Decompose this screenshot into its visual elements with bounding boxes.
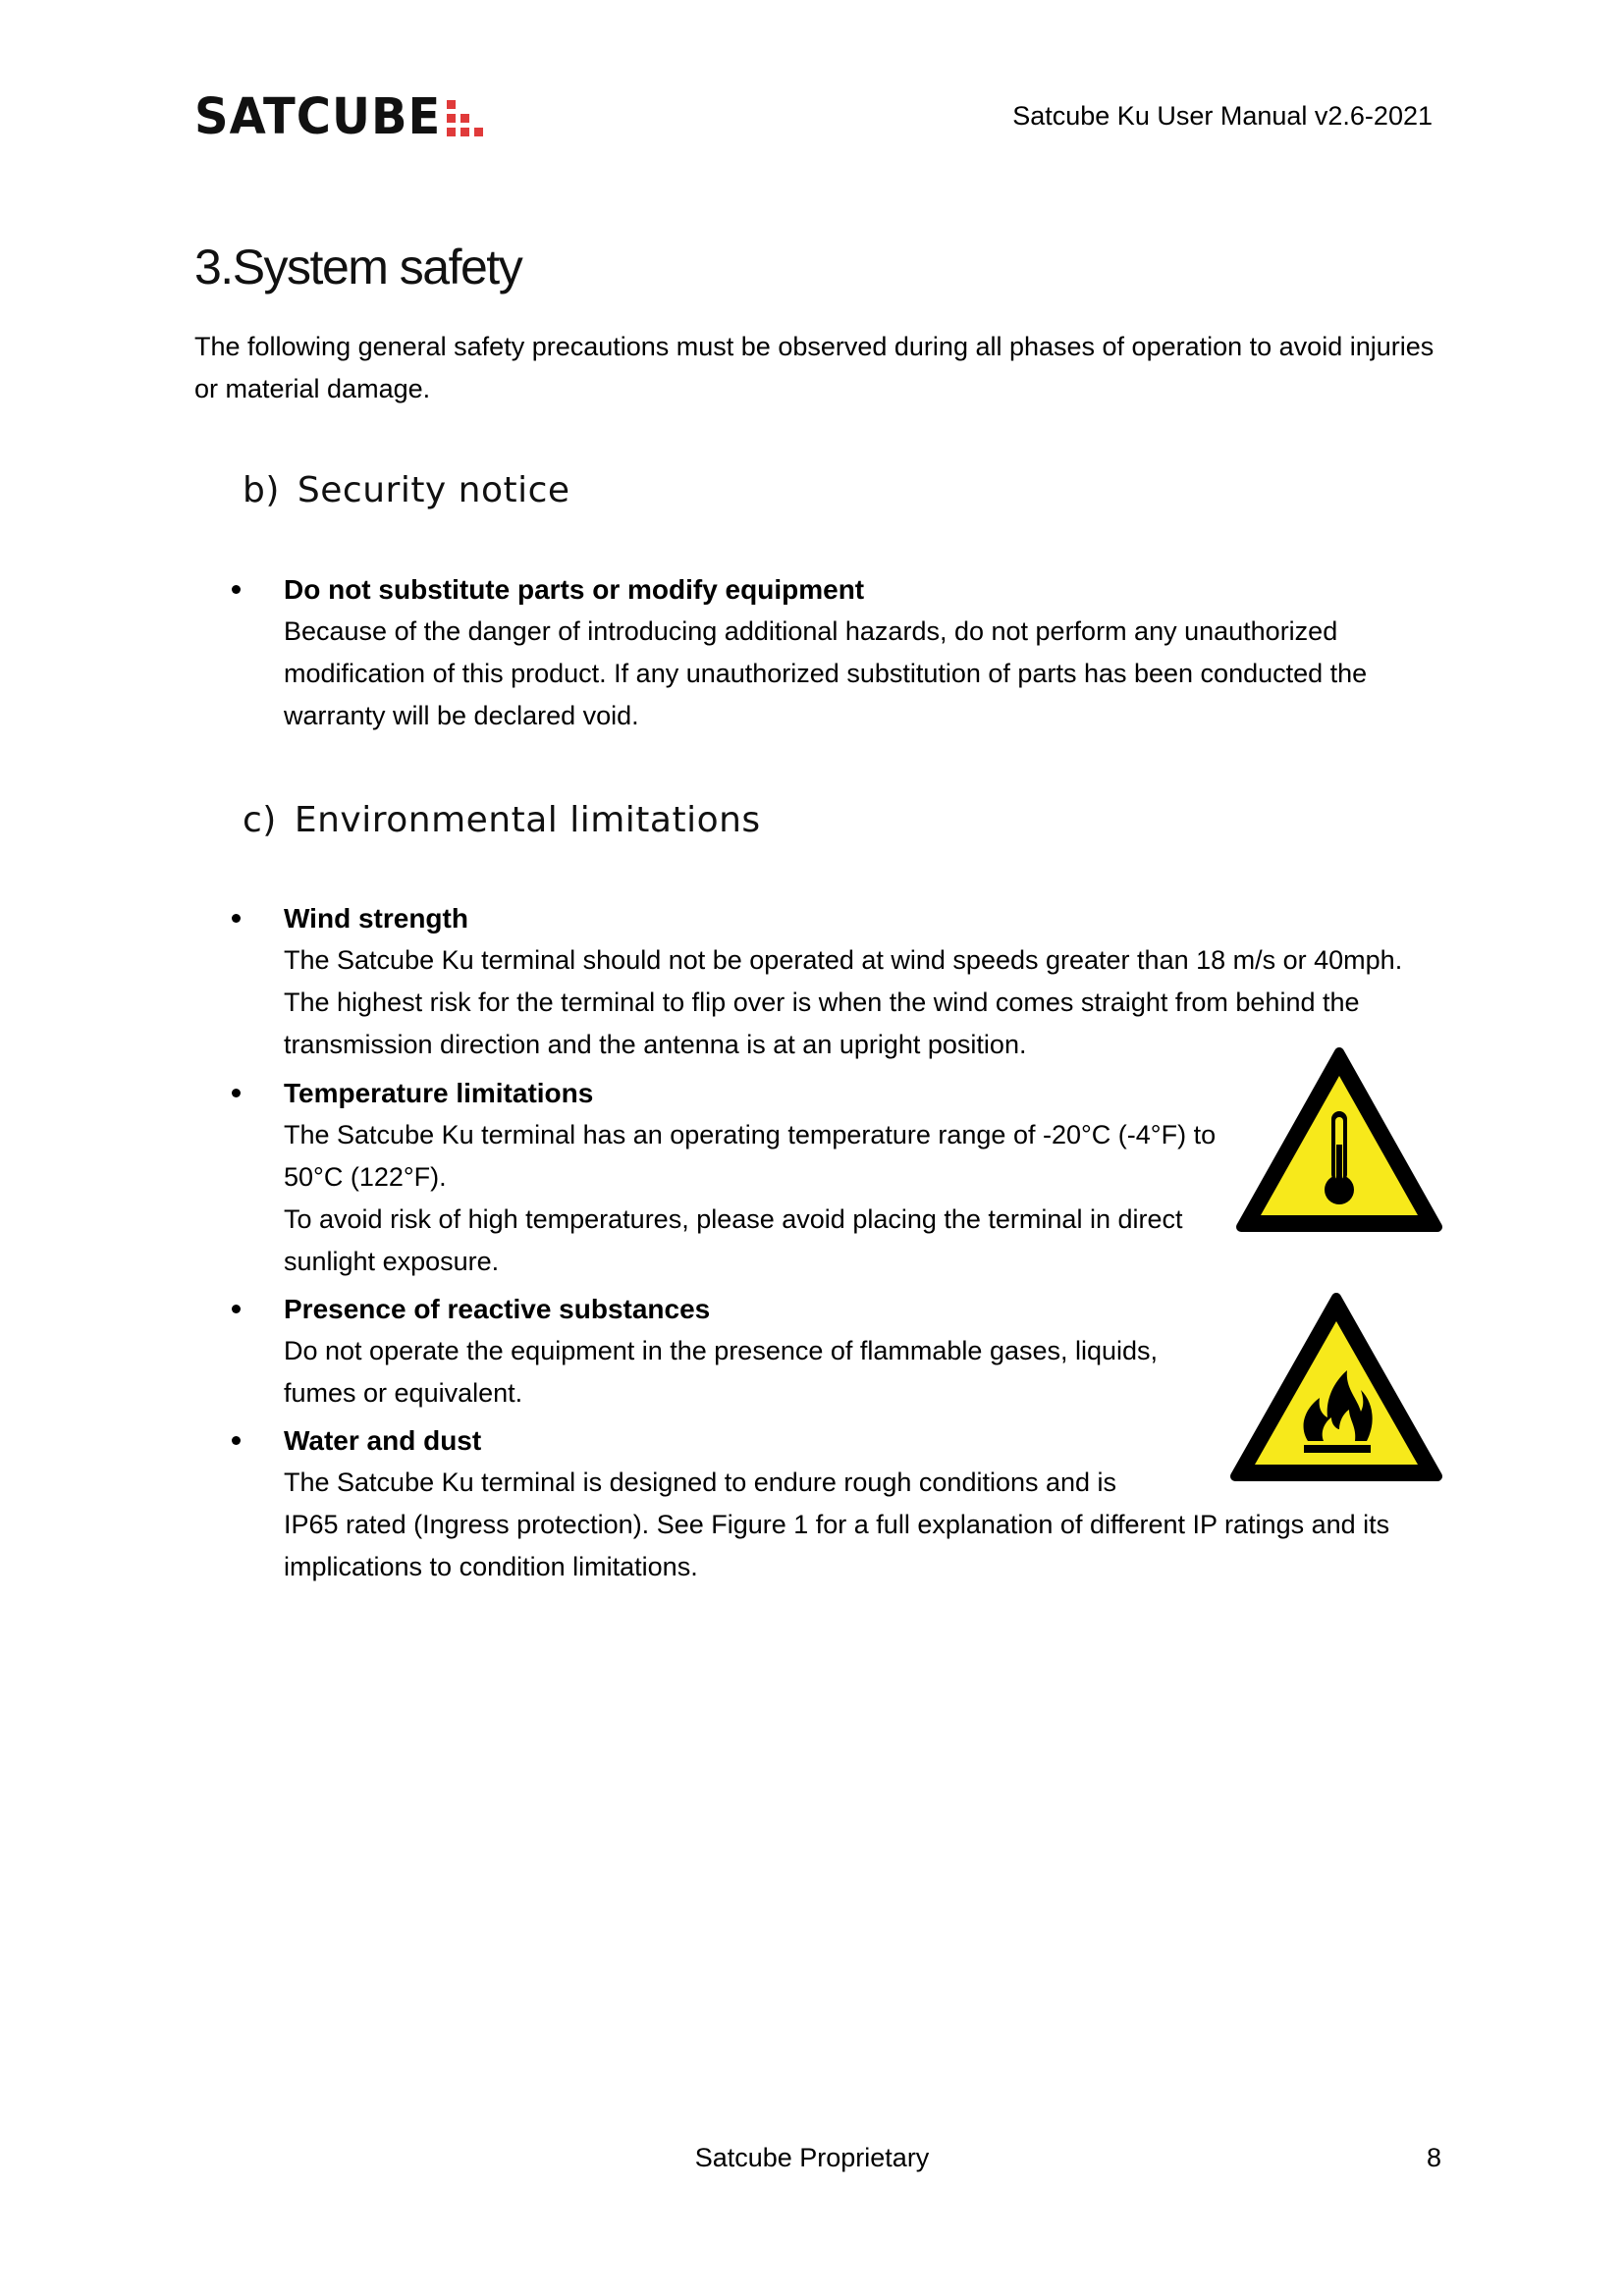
heading-text: Environmental limitations	[294, 800, 761, 840]
page-number: 8	[1426, 2143, 1441, 2172]
security-notice-heading	[243, 467, 570, 514]
bullet-body: Do not operate the equipment in the presence of flammable gases, liquids, fumes or equivalent.	[284, 1336, 1159, 1408]
section-number: 3.	[194, 240, 233, 294]
logo-text: SATCUBE	[194, 87, 442, 146]
bullet-icon	[232, 1089, 241, 1097]
flammable-warning-icon	[1229, 1292, 1443, 1484]
bullet-title: Wind strength	[284, 903, 468, 934]
bullet-title: Do not substitute parts or modify equipment	[284, 574, 865, 605]
bullet-body: Because of the danger of introducing additional hazards, do not perform any unauthorized modification of this product. If any unauthorized substitution of parts has been conducted the warranty will be declared void.	[284, 616, 1368, 730]
bullet-title: Temperature limitations	[284, 1078, 594, 1108]
heading-marker: b)	[243, 470, 280, 510]
bullet-title: Presence of reactive substances	[284, 1294, 711, 1324]
bullet-body: The Satcube Ku terminal has an operating temperature range of -20°C (-4°F) to 50°C (122°F).	[284, 1120, 1217, 1192]
footer-proprietary: Satcube Proprietary	[694, 2143, 930, 2172]
bullet-icon	[232, 585, 241, 594]
intro-paragraph: The following general safety precautions must be observed during all phases of operation to avoid injuries or material damage.	[194, 332, 1435, 403]
bullet-icon	[232, 1436, 241, 1445]
environmental-limitations-heading	[243, 797, 761, 844]
heading-text: Security notice	[297, 470, 570, 510]
logo-dots-icon	[447, 94, 490, 139]
heading-marker: c)	[243, 800, 277, 840]
bullet-icon	[232, 1305, 241, 1313]
satcube-logo	[194, 87, 490, 146]
bullet-body: IP65 rated (Ingress protection). See Figure 1 for a full explanation of different IP ratings and its implications to condition limitations.	[284, 1510, 1390, 1581]
bullet-title: Water and dust	[284, 1425, 482, 1456]
section-title: System safety	[232, 240, 522, 294]
bullet-body: The Satcube Ku terminal should not be operated at wind speeds greater than 18 m/s or 40mph. The highest risk for the terminal to flip over is when the wind comes straight from behind the transmission direction and the antenna is at an upright position.	[284, 945, 1403, 1059]
section-heading	[194, 236, 521, 298]
bullet-icon	[232, 914, 241, 923]
document-title-header: Satcube Ku User Manual v2.6-2021	[1012, 101, 1433, 131]
thermometer-warning-icon	[1235, 1046, 1443, 1235]
bullet-body: To avoid risk of high temperatures, please avoid placing the terminal in direct sunlight exposure.	[284, 1204, 1183, 1276]
bullet-body: The Satcube Ku terminal is designed to endure rough conditions and is	[284, 1468, 1117, 1497]
